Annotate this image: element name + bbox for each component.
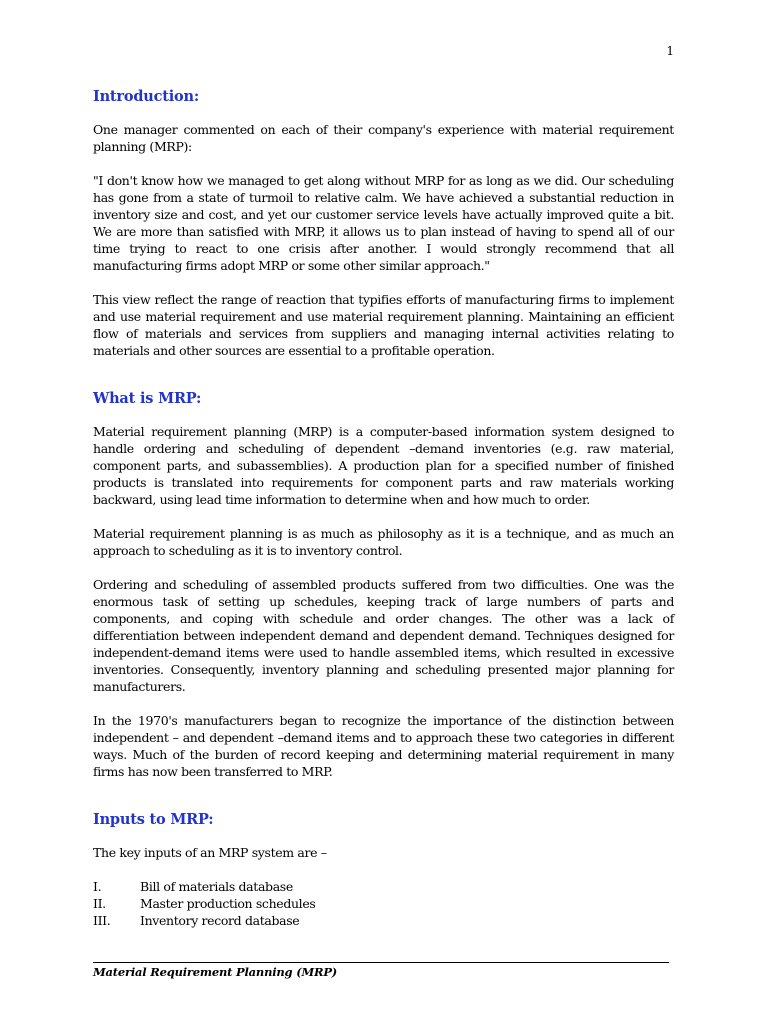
list-item [93,895,674,912]
mrp-paragraph-2: Material requirement planning is as much as philosophy as it is a technique, and as much an approach to scheduling as it is to inventory control. [93,526,674,558]
list-item-text: Inventory record database [140,913,300,928]
intro-paragraph-1: One manager commented on each of their company's experience with material requirement planning (MRP): [93,122,674,154]
mrp-paragraph-1: Material requirement planning (MRP) is a computer-based information system designed to handle ordering and scheduling of dependent –demand inventories (e.g. raw material, component parts, and subassemblies). A production plan for a specified number of finished products is translated into requirements for component parts and raw materials working backward, using lead time information to determine when and how much to order. [93,424,674,507]
heading-inputs-to-mrp: Inputs to MRP: [93,811,214,828]
mrp-paragraph-4: In the 1970's manufacturers began to recognize the importance of the distinction between independent – and dependent –demand items and to approach these two categories in different ways. Much of the burden of record keeping and determining material requirement in many firms has now been transferred to MRP. [93,713,674,779]
footer-divider [93,962,669,963]
page-number: 1 [666,44,674,58]
heading-what-is-mrp: What is MRP: [93,390,202,407]
list-item-text: Master production schedules [140,896,316,911]
intro-paragraph-3: This view reflect the range of reaction that typifies efforts of manufacturing firms to implement and use material requirement and use material requirement planning. Maintaining an efficient flow of materials and services from suppliers and managing internal activities relating to materials and other sources are essential to a profitable operation. [93,292,674,358]
intro-quote-paragraph: "I don't know how we managed to get along without MRP for as long as we did. Our scheduling has gone from a state of turmoil to relative calm. We have achieved a substantial reduction in inventory size and cost, and yet our customer service levels have actually improved quite a bit. We are more than satisfied with MRP, it allows us to plan instead of having to spend all of our time trying to react to one crisis after another. I would strongly recommend that all manufacturing firms adopt MRP or some other similar approach." [93,173,674,273]
list-item [93,912,674,929]
list-item-number: I. [93,879,102,894]
inputs-list [93,878,674,929]
footer-title: Material Requirement Planning (MRP) [93,965,338,979]
list-item [93,878,674,895]
mrp-paragraph-3: Ordering and scheduling of assembled products suffered from two difficulties. One was the enormous task of setting up schedules, keeping track of large numbers of parts and components, and coping with schedule and order changes. The other was a lack of differentiation between independent demand and dependent demand. Techniques designed for independent-demand items were used to handle assembled items, which resulted in excessive inventories. Consequently, inventory planning and scheduling presented major planning for manufacturers. [93,577,674,694]
inputs-intro: The key inputs of an MRP system are – [93,845,327,860]
list-item-number: III. [93,913,111,928]
document-body [93,88,674,929]
list-item-number: II. [93,896,106,911]
list-item-text: Bill of materials database [140,879,293,894]
heading-introduction: Introduction: [93,88,200,105]
